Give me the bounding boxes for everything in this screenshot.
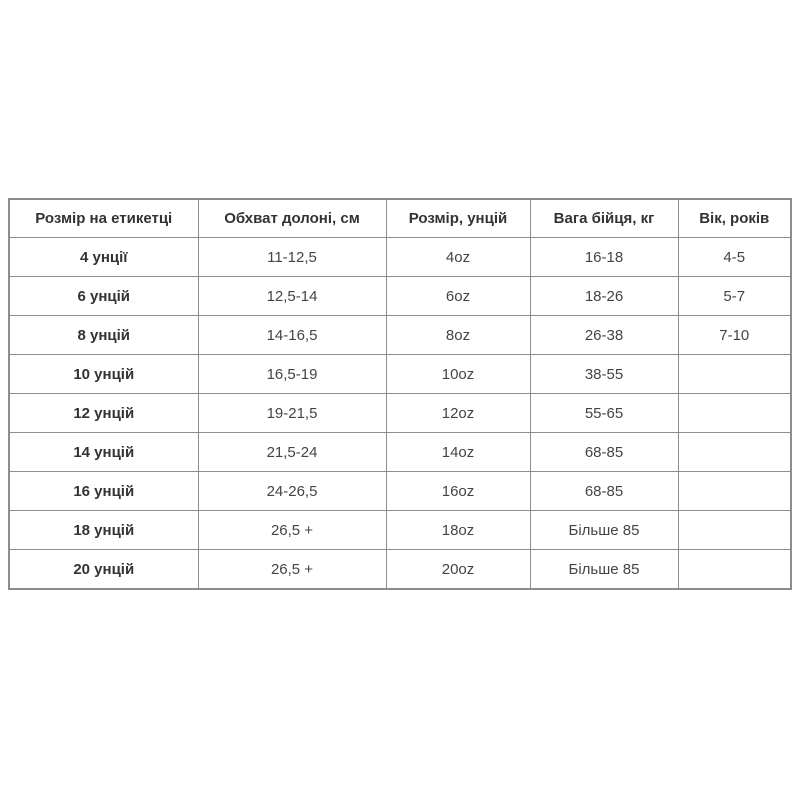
table-cell <box>678 394 791 433</box>
size-label-cell: 10 унцій <box>9 355 198 394</box>
column-header-2: Розмір, унцій <box>386 199 530 238</box>
size-label-cell: 14 унцій <box>9 433 198 472</box>
table-cell: 4-5 <box>678 238 791 277</box>
size-label-cell: 18 унцій <box>9 511 198 550</box>
column-header-0: Розмір на етикетці <box>9 199 198 238</box>
size-label-cell: 8 унцій <box>9 316 198 355</box>
table-cell: 20oz <box>386 550 530 590</box>
table-cell: Більше 85 <box>530 511 678 550</box>
table-cell: 11-12,5 <box>198 238 386 277</box>
glove-size-chart-table <box>8 198 792 590</box>
table-cell: 68-85 <box>530 472 678 511</box>
table-cell: 26,5 + <box>198 550 386 590</box>
table-cell <box>678 355 791 394</box>
size-label-cell: 16 унцій <box>9 472 198 511</box>
table-cell: 10oz <box>386 355 530 394</box>
table-cell: 8oz <box>386 316 530 355</box>
table-body <box>9 238 791 590</box>
table-cell: 14oz <box>386 433 530 472</box>
column-header-3: Вага бійця, кг <box>530 199 678 238</box>
table-row <box>9 511 791 550</box>
size-label-cell: 12 унцій <box>9 394 198 433</box>
table-row <box>9 316 791 355</box>
table-cell: 26,5 + <box>198 511 386 550</box>
table-cell: Більше 85 <box>530 550 678 590</box>
table-row <box>9 355 791 394</box>
table-cell: 18oz <box>386 511 530 550</box>
table-cell: 16-18 <box>530 238 678 277</box>
table-cell <box>678 550 791 590</box>
table-cell <box>678 472 791 511</box>
table-cell: 24-26,5 <box>198 472 386 511</box>
table-row <box>9 394 791 433</box>
table-cell: 12,5-14 <box>198 277 386 316</box>
table-cell: 5-7 <box>678 277 791 316</box>
table-cell: 16,5-19 <box>198 355 386 394</box>
table-row <box>9 472 791 511</box>
table-cell: 68-85 <box>530 433 678 472</box>
table-head <box>9 199 791 238</box>
table-cell: 7-10 <box>678 316 791 355</box>
table-cell: 19-21,5 <box>198 394 386 433</box>
table-row <box>9 277 791 316</box>
table-cell: 18-26 <box>530 277 678 316</box>
table-cell: 4oz <box>386 238 530 277</box>
size-label-cell: 4 унції <box>9 238 198 277</box>
column-header-1: Обхват долоні, см <box>198 199 386 238</box>
table-cell: 21,5-24 <box>198 433 386 472</box>
table-row <box>9 550 791 590</box>
table-row <box>9 433 791 472</box>
size-label-cell: 6 унцій <box>9 277 198 316</box>
table-cell: 16oz <box>386 472 530 511</box>
table-cell: 55-65 <box>530 394 678 433</box>
table-header-row <box>9 199 791 238</box>
size-label-cell: 20 унцій <box>9 550 198 590</box>
table-cell: 12oz <box>386 394 530 433</box>
table-cell: 6oz <box>386 277 530 316</box>
table-cell: 26-38 <box>530 316 678 355</box>
table-cell: 38-55 <box>530 355 678 394</box>
table-cell <box>678 511 791 550</box>
table-cell: 14-16,5 <box>198 316 386 355</box>
table-cell <box>678 433 791 472</box>
table-row <box>9 238 791 277</box>
column-header-4: Вік, років <box>678 199 791 238</box>
